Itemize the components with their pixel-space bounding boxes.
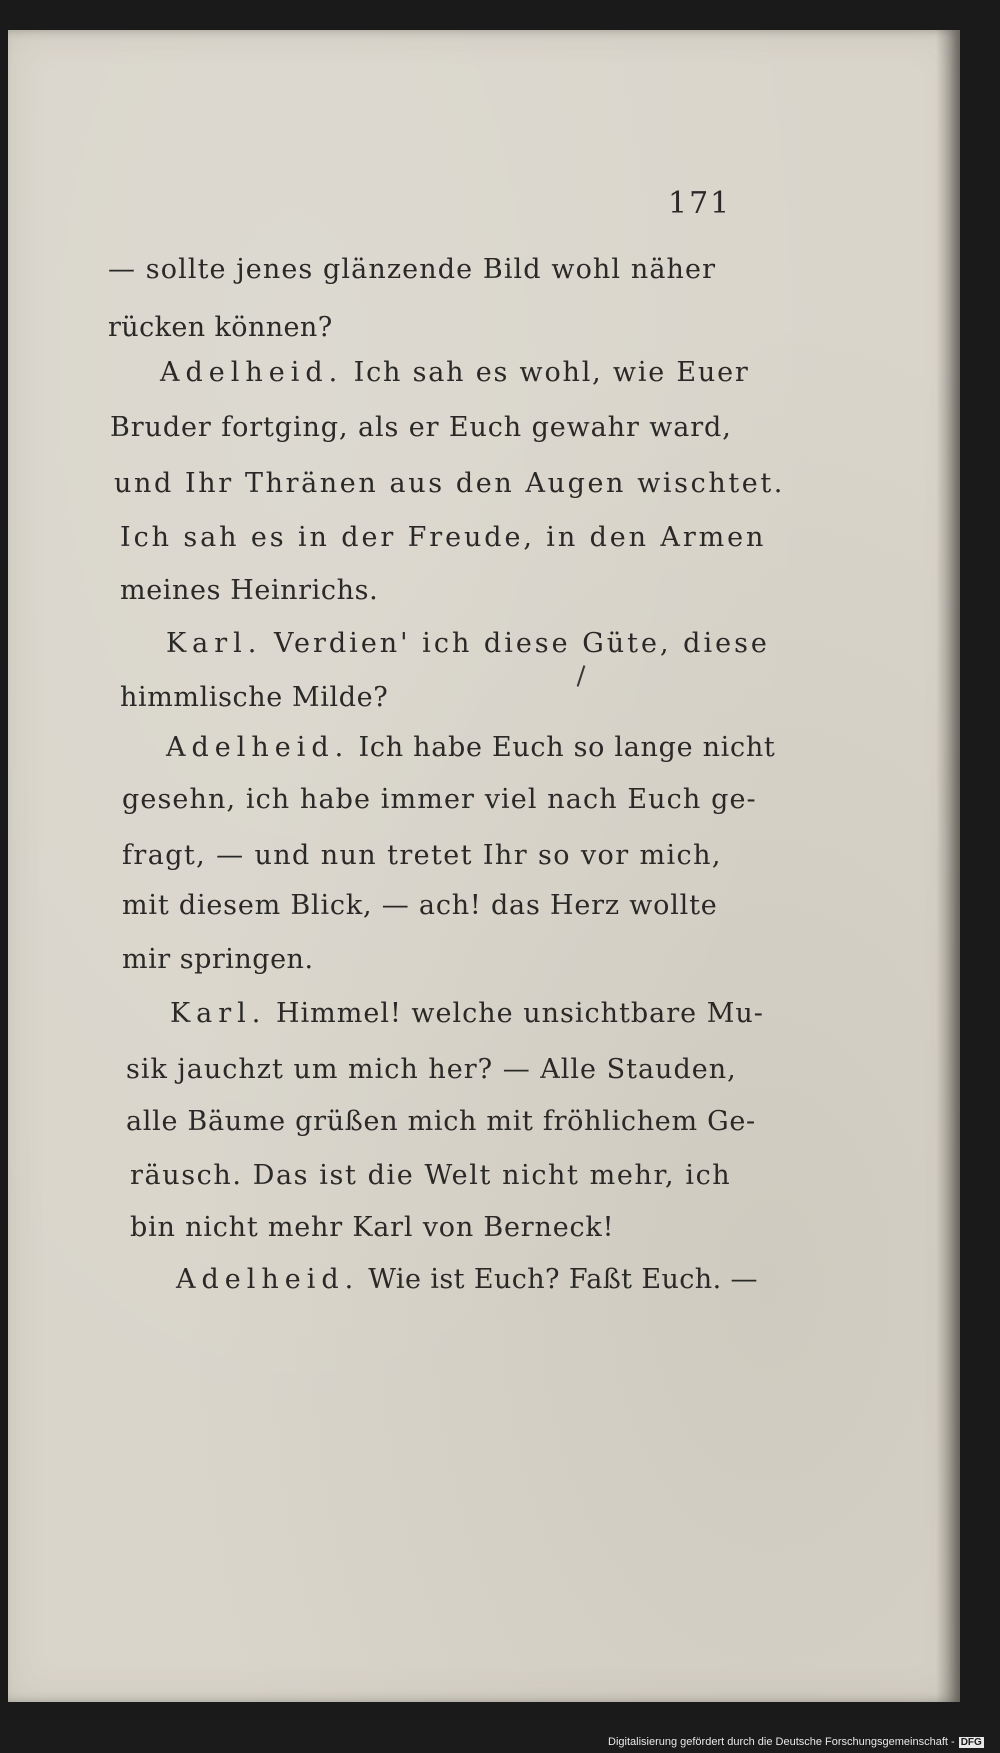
speech-text: Ich habe Euch so lange nicht xyxy=(349,732,776,763)
speaker-name: Adelheid. xyxy=(166,732,350,763)
text-line: und Ihr Thränen aus den Augen wischtet. xyxy=(114,468,785,499)
text-line: räusch. Das ist die Welt nicht mehr, ich xyxy=(130,1160,732,1191)
dfg-logo: DFG xyxy=(960,1737,982,1748)
text-line: alle Bäume grüßen mich mit fröhlichem Ge- xyxy=(126,1106,756,1137)
text-line: gesehn, ich habe immer viel nach Euch ge- xyxy=(122,784,757,815)
text-line xyxy=(170,1000,764,1027)
text-line: rücken können? xyxy=(108,312,333,343)
speech-text: Ich sah es wohl, wie Euer xyxy=(343,357,750,388)
text-line: sik jauchzt um mich her? — Alle Stauden, xyxy=(126,1054,737,1085)
speech-text: Himmel! welche unsichtbare Mu- xyxy=(266,998,764,1029)
text-line: fragt, — und nun tretet Ihr so vor mich, xyxy=(122,840,722,871)
speaker-name: Adelheid. xyxy=(176,1264,360,1295)
speech-text: Wie ist Euch? Faßt Euch. — xyxy=(359,1264,758,1295)
text-line xyxy=(160,359,750,386)
digitization-credit xyxy=(608,1736,984,1748)
speech-text: Verdien' ich diese Güte, diese xyxy=(262,628,770,659)
text-line: Ich sah es in der Freude, in den Armen xyxy=(120,522,767,553)
text-line: mit diesem Blick, — ach! das Herz wollte xyxy=(122,890,718,921)
text-line: Bruder fortging, als er Euch gewahr ward, xyxy=(110,412,732,443)
text-line: bin nicht mehr Karl von Berneck! xyxy=(130,1212,615,1243)
text-line: — sollte jenes glänzende Bild wohl näher xyxy=(108,254,717,285)
speaker-name: Adelheid. xyxy=(160,357,344,388)
text-line xyxy=(166,734,775,761)
page-edge-shadow xyxy=(936,30,960,1702)
text-line: mir springen. xyxy=(122,944,314,975)
text-line: meines Heinrichs. xyxy=(120,575,379,606)
page-number: 171 xyxy=(668,186,732,221)
text-line: himmlische Milde? xyxy=(120,682,389,713)
speaker-name: Karl. xyxy=(170,998,267,1029)
credit-text: Digitalisierung gefördert durch die Deutsche Forschungsgemeinschaft - xyxy=(608,1736,955,1748)
speaker-name: Karl. xyxy=(166,628,263,659)
text-line xyxy=(166,630,770,657)
text-line xyxy=(176,1266,758,1293)
